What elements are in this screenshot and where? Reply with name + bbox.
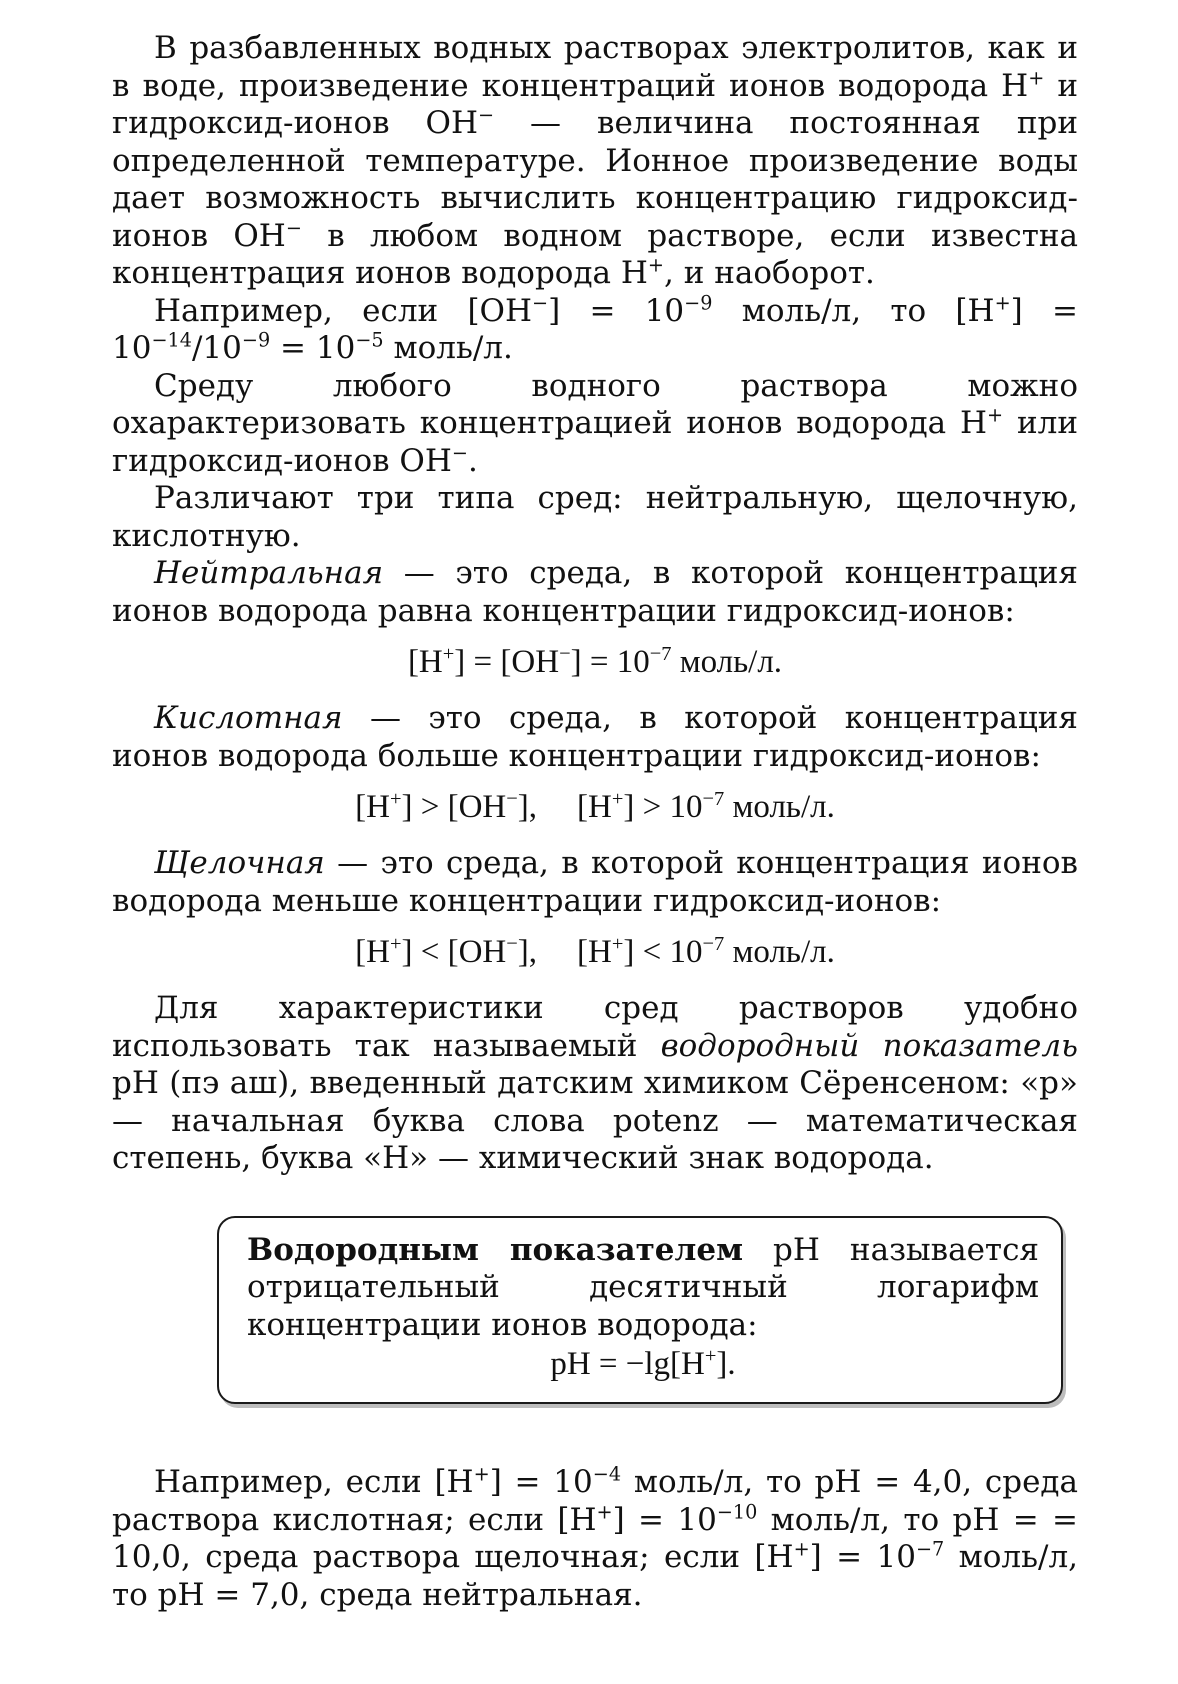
definition-box xyxy=(217,1216,1063,1405)
definition-text: Водородным показателем рН называется отрицательный десятичный логарифм концентрации ионов водорода: xyxy=(247,1231,1039,1343)
term-acid: Кислотная xyxy=(154,700,343,736)
paragraph-neutral: Нейтральная — это среда, в которой концентрация ионов водорода равна концентрации гидроксид-ионов: xyxy=(112,555,1078,629)
page-content xyxy=(112,30,1078,1614)
paragraph-alkaline: Щелочная — это среда, в которой концентрация ионов водорода меньше концентрации гидроксид-ионов: xyxy=(112,845,1078,919)
definition-formula: pH = −lg[H+]. xyxy=(550,1345,736,1382)
term-neutral: Нейтральная xyxy=(154,555,384,591)
term-ph: водородный показатель xyxy=(660,1027,1078,1064)
term-alkaline: Щелочная xyxy=(154,845,325,881)
definition-box-frame xyxy=(217,1216,1063,1405)
paragraph-acid: Кислотная — это среда, в которой концентрация ионов водорода больше концентрации гидроксид-ионов: xyxy=(112,700,1078,774)
definition-term: Водородным показателем xyxy=(247,1231,744,1268)
formula-alkaline: [H+] < [OH−], $[H^+] < 10^{-7}$ моль/л. xyxy=(355,933,835,970)
paragraph-example-calc: Например, если $[ОН^-] = 10^{-9}$ моль/л, то $[Н^+] = 10^{-14}/10^{-9} = 10^{-5}$ моль/л. xyxy=(112,291,1078,366)
formula-neutral: $[H^+] = [OH^-] = 10^{-7}$ моль/л. xyxy=(407,643,783,680)
paragraph-medium-characterize: Среду любого водного раствора можно охарактеризовать концентрацией ионов водорода Н+ или гидроксид-ионов ОН−. xyxy=(112,367,1078,479)
paragraph-ph-examples: Например, если $[Н^+] = 10^{-4}$ моль/л, то рН = 4,0, среда раствора кислотная; если $[Н^+] = 10^{-10}$ моль/л, то рН = = 10,0, среда раствора щелочная; если $[Н^+] = 10^{-7}$ моль/л, то рН = 7,0, среда нейтральная. xyxy=(112,1462,1079,1613)
paragraph-ionic-product: В разбавленных водных растворах электролитов, как и в воде, произведение концентраций ионов водорода Н+ и гидроксид-ионов ОН− — величина постоянная при определенной температуре. Ионное произведение воды дает возможность вычислить концентрацию гидроксид-ионов ОН− в любом водном растворе, если известна концентрация ионов водорода Н+, и наоборот. xyxy=(112,30,1078,291)
paragraph-ph-intro: Для характеристики сред растворов удобно использовать так называемый водородный показатель рН (пэ аш), введенный датским химиком Сёренсеном: «р» — начальная буква слова potenz — математическая степень, буква «Н» — химический знак водорода. xyxy=(112,990,1078,1176)
paragraph-three-types: Различают три типа сред: нейтральную, щелочную, кислотную. xyxy=(112,480,1078,554)
formula-acid: [H+] > [OH−], $[H^+] > 10^{-7}$ моль/л. xyxy=(355,788,835,825)
